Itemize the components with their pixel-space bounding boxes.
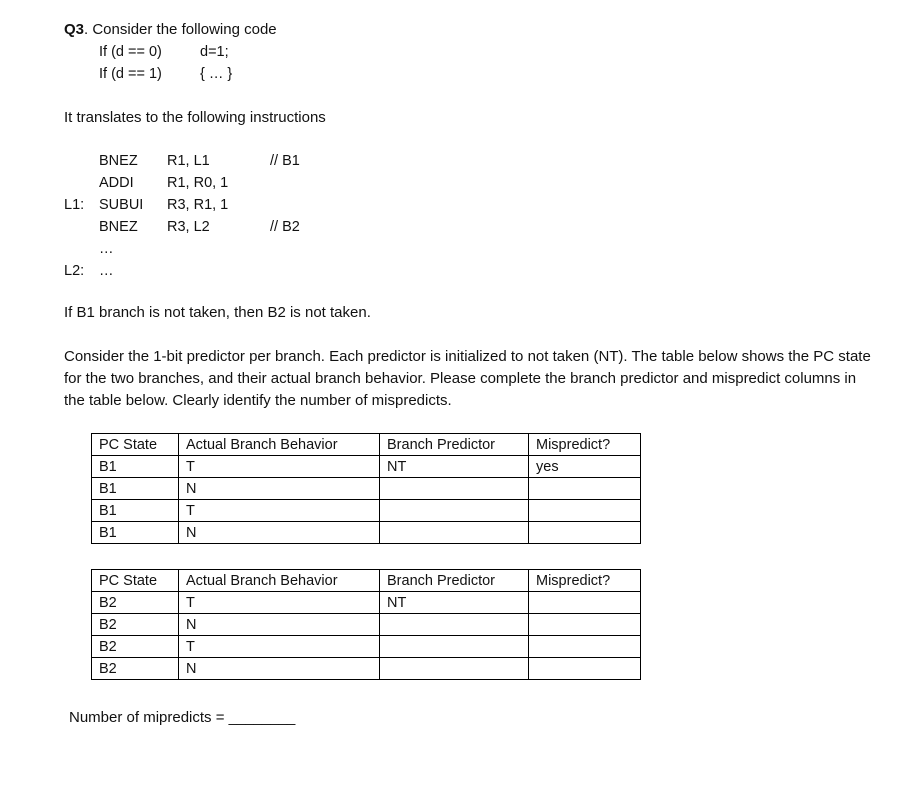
cell-actual: N [179,658,380,680]
predictor-table-b1 [91,433,641,544]
header-actual-behavior: Actual Branch Behavior [179,570,380,592]
cell-mispredict[interactable] [529,478,641,500]
asm-op-2: ADDI [99,175,134,191]
cell-mispredict[interactable] [529,522,641,544]
asm-op-3: SUBUI [99,197,144,213]
cell-predictor[interactable]: NT [380,592,529,614]
header-actual-behavior: Actual Branch Behavior [179,434,380,456]
cell-mispredict[interactable] [529,592,641,614]
code-cond-1: If (d == 0) [99,44,162,60]
asm-label-3: L1: [64,197,85,213]
asm-args-3: R3, R1, 1 [167,197,229,213]
table-row [92,500,641,522]
cell-pc-state: B2 [92,658,179,680]
cell-predictor[interactable] [380,500,529,522]
asm-args-4: R3, L2 [167,219,210,235]
mispredict-count-label: Number of mipredicts = [69,709,225,726]
header-pc-state: PC State [92,434,179,456]
question-label: Q3 [64,21,85,38]
asm-comment-1: // B1 [270,153,300,169]
cell-pc-state: B2 [92,592,179,614]
question-header [64,21,277,39]
asm-args-1: R1, L1 [167,153,210,169]
cell-predictor[interactable] [380,636,529,658]
cell-actual: T [179,500,380,522]
table-row [92,522,641,544]
cell-pc-state: B1 [92,500,179,522]
header-branch-predictor: Branch Predictor [380,570,529,592]
cell-pc-state: B2 [92,636,179,658]
translate-text: It translates to the following instructions [64,109,326,126]
cell-predictor[interactable]: NT [380,456,529,478]
cell-actual: N [179,478,380,500]
cell-pc-state: B1 [92,478,179,500]
table-row [92,478,641,500]
cell-predictor[interactable] [380,478,529,500]
question-intro: . Consider the following code [84,21,277,38]
cell-mispredict[interactable] [529,636,641,658]
code-stmt-1: d=1; [200,44,229,60]
instructions-paragraph: Consider the 1-bit predictor per branch. Each predictor is initialized to not taken (NT). The table below shows the PC state for the two branches, and their actual branch behavior. Please complete the branch predictor and mispredict columns in the table below. Clearly identify the number of mispredicts. [64,348,871,409]
cell-mispredict[interactable] [529,500,641,522]
branch-note: If B1 branch is not taken, then B2 is not taken. [64,304,371,321]
table-row [92,592,641,614]
cell-predictor[interactable] [380,522,529,544]
mispredict-count-blank[interactable]: ________ [228,709,296,726]
cell-pc-state: B1 [92,456,179,478]
asm-comment-4: // B2 [270,219,300,235]
table-header-row [92,570,641,592]
cell-pc-state: B1 [92,522,179,544]
cell-mispredict[interactable] [529,614,641,636]
cell-actual: N [179,522,380,544]
asm-label-l2: L2: [64,263,85,279]
header-pc-state: PC State [92,570,179,592]
cell-actual: T [179,456,380,478]
table-row [92,658,641,680]
table-row [92,456,641,478]
table-header-row [92,434,641,456]
header-branch-predictor: Branch Predictor [380,434,529,456]
table-row [92,614,641,636]
predictor-table-b2 [91,569,641,680]
cell-predictor[interactable] [380,658,529,680]
header-mispredict: Mispredict? [529,434,641,456]
header-mispredict: Mispredict? [529,570,641,592]
asm-ellipsis: … [99,241,114,257]
mispredict-count [69,709,295,727]
cell-mispredict[interactable] [529,658,641,680]
cell-actual: N [179,614,380,636]
asm-args-2: R1, R0, 1 [167,175,229,191]
asm-op-1: BNEZ [99,153,138,169]
cell-actual: T [179,592,380,614]
code-stmt-2: { … } [200,66,233,82]
table-row [92,636,641,658]
code-cond-2: If (d == 1) [99,66,162,82]
asm-l2-rest: … [99,263,114,279]
cell-pc-state: B2 [92,614,179,636]
cell-mispredict[interactable]: yes [529,456,641,478]
cell-actual: T [179,636,380,658]
cell-predictor[interactable] [380,614,529,636]
asm-op-4: BNEZ [99,219,138,235]
